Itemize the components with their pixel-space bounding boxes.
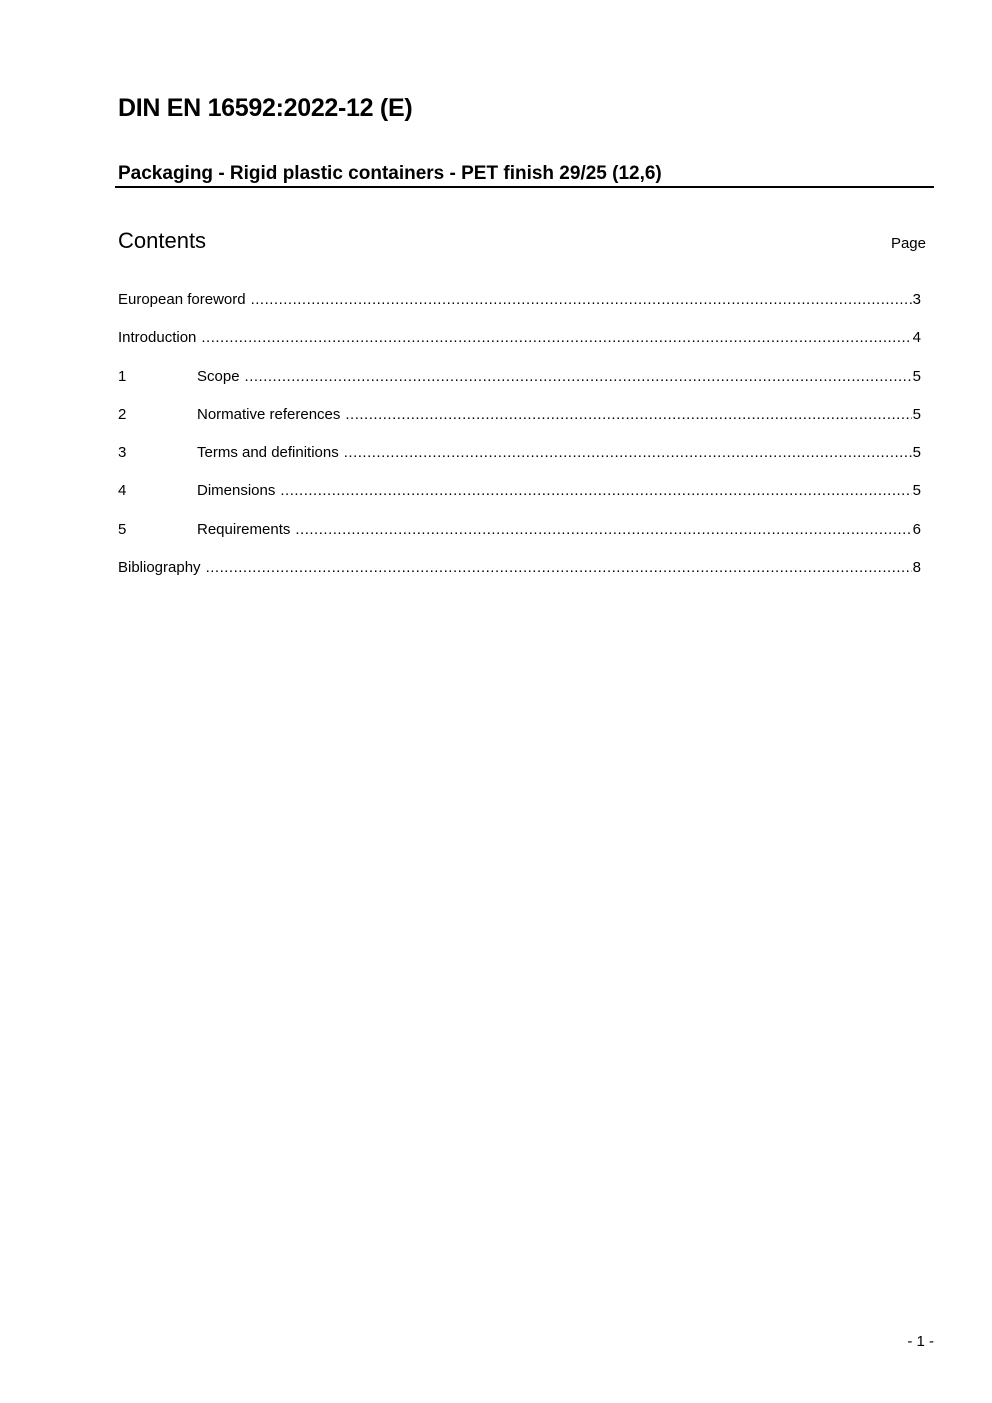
toc-dot-leader	[245, 368, 912, 385]
toc-entry-normative-references[interactable]	[118, 406, 921, 444]
toc-entry-label: Terms and definitions	[197, 444, 339, 462]
toc-entry-label: Scope	[197, 367, 240, 385]
toc-entry-number: 5	[118, 520, 127, 538]
toc-entry-number: 4	[118, 482, 127, 500]
toc-dot-leader	[201, 329, 911, 346]
toc-entry-terms-and-definitions[interactable]	[118, 444, 921, 482]
toc-entry-page: 5	[912, 367, 921, 385]
toc-entry-label: Requirements	[197, 520, 291, 538]
toc-entry-page: 5	[912, 405, 921, 423]
toc-entry-page: 6	[912, 520, 921, 538]
document-title: Packaging - Rigid plastic containers - PET finish 29/25 (12,6)	[118, 163, 662, 184]
toc-entry-requirements[interactable]	[118, 521, 921, 559]
toc-entry-label: Bibliography	[118, 559, 201, 577]
toc-dot-leader	[280, 482, 911, 499]
toc-dot-leader	[295, 521, 911, 538]
toc-dot-leader	[344, 444, 912, 461]
toc-entry-label: Normative references	[197, 405, 341, 423]
toc-entry-number: 2	[118, 405, 127, 423]
toc-entry-bibliography[interactable]	[118, 559, 921, 597]
toc-entry-page: 5	[912, 444, 921, 462]
title-underline-rule	[115, 186, 934, 188]
toc-entry-label: European foreword	[118, 291, 246, 308]
toc-entry-introduction[interactable]	[118, 329, 921, 367]
toc-entry-dimensions[interactable]	[118, 482, 921, 520]
page-number: - 1 -	[907, 1333, 934, 1350]
toc-entry-label: Introduction	[118, 329, 197, 347]
toc-entry-page: 4	[912, 329, 921, 347]
toc-entry-page: 8	[912, 559, 921, 577]
toc-entry-label: Dimensions	[197, 482, 276, 500]
page-column-label: Page	[890, 235, 926, 252]
toc-dot-leader	[251, 291, 912, 308]
toc-entry-scope[interactable]	[118, 368, 921, 406]
contents-heading: Contents	[118, 228, 207, 253]
toc-entry-european-foreword[interactable]	[118, 291, 921, 329]
toc-entry-page: 3	[912, 291, 921, 308]
toc-entry-number: 1	[118, 367, 127, 385]
table-of-contents	[118, 291, 921, 597]
toc-dot-leader	[206, 559, 912, 576]
document-identifier: DIN EN 16592:2022-12 (E)	[118, 94, 413, 122]
toc-entry-number: 3	[118, 444, 127, 462]
toc-entry-page: 5	[912, 482, 921, 500]
toc-dot-leader	[345, 406, 911, 423]
